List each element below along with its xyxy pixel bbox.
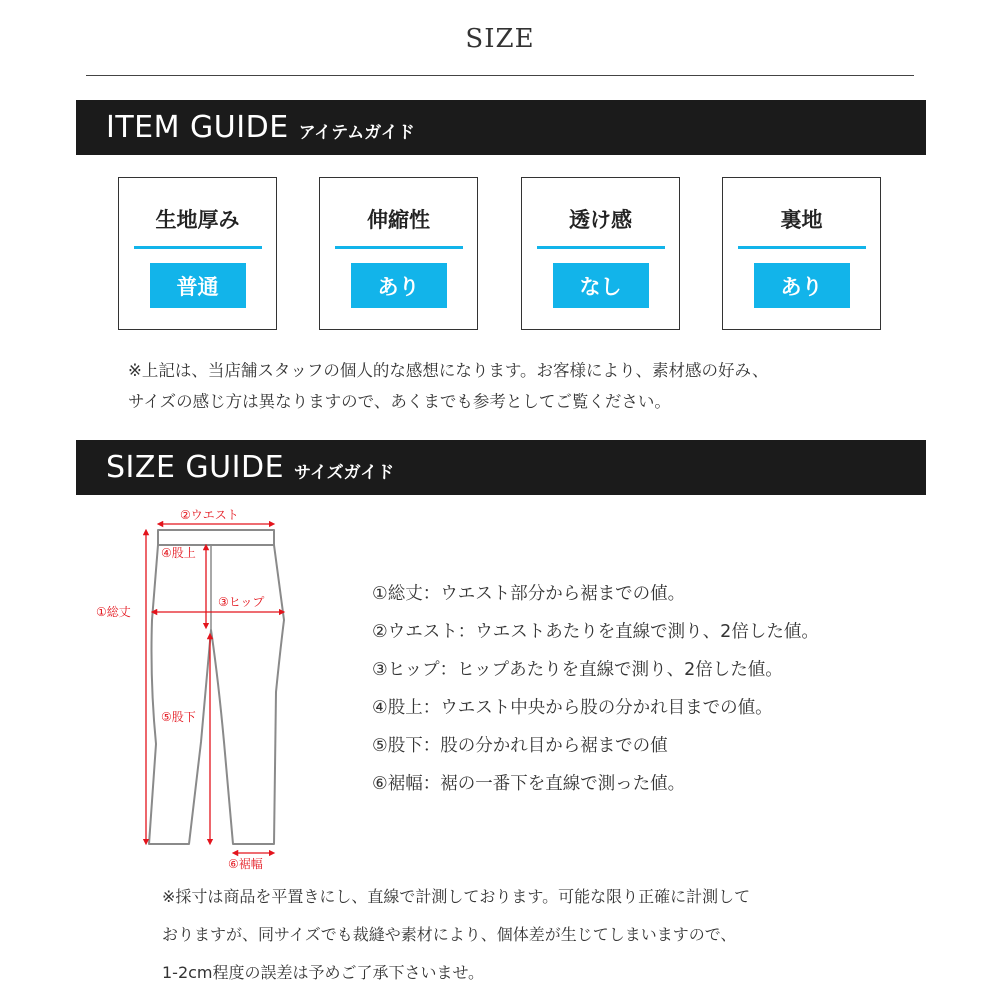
measurement-definitions [372,578,819,806]
pants-outline [149,530,284,844]
definition-item: ④股上：ウエスト中央から股の分かれ目までの値。 [372,698,773,718]
hem-label: ⑥裾幅 [228,857,263,871]
card-value-badge: あり [351,263,447,308]
size-guide-note [162,878,750,992]
note-line: おりますが、同サイズでも裁縫や素材により、個体差が生じてしまいますので、 [162,925,737,944]
item-guide-note [128,355,769,417]
pants-measurement-diagram [90,502,300,880]
note-line: 1-2cm程度の誤差は予めご了承下さいませ。 [162,963,485,982]
item-card-stretch [319,177,478,330]
title-divider [86,75,914,76]
size-guide-title-jp: サイズガイド [294,463,395,483]
definition-item: ②ウエスト：ウエストあたりを直線で測り、2倍した値。 [372,622,819,642]
card-label: 透け感 [569,208,632,232]
inseam-label: ⑤股下 [161,710,196,724]
definition-item: ⑥裾幅：裾の一番下を直線で測った値。 [372,774,686,794]
note-line: ※上記は、当店舗スタッフの個人的な感想になります。お客様により、素材感の好み、 [128,361,769,380]
item-card-sheerness [521,177,680,330]
card-rule [134,246,262,249]
item-card-fabric-thickness [118,177,277,330]
page-title: SIZE [465,24,535,54]
definition-item: ①総丈：ウエスト部分から裾までの値。 [372,584,686,604]
card-label: 生地厚み [155,208,240,232]
waist-label: ②ウエスト [180,508,239,522]
card-label: 裏地 [780,208,823,232]
definition-item: ⑤股下：股の分かれ目から裾までの値 [372,736,668,756]
card-label: 伸縮性 [367,208,430,232]
card-value-badge: なし [553,263,649,308]
card-value-badge: あり [754,263,850,308]
definition-item: ③ヒップ：ヒップあたりを直線で測り、2倍した値。 [372,660,783,680]
length-label: ①総丈 [96,605,131,619]
card-value-badge: 普通 [150,263,246,308]
card-rule [738,246,866,249]
item-card-lining [722,177,881,330]
item-guide-title-en: ITEM GUIDE [106,110,289,145]
rise-label: ④股上 [161,546,196,560]
size-guide-title-en: SIZE GUIDE [106,450,285,485]
item-guide-title-jp: アイテムガイド [298,123,415,143]
note-line: ※採寸は商品を平置きにし、直線で計測しております。可能な限り正確に計測して [162,887,751,906]
item-guide-header [76,100,926,155]
size-guide-header [76,440,926,495]
hip-label: ③ヒップ [218,595,265,609]
card-rule [537,246,665,249]
note-line: サイズの感じ方は異なりますので、あくまでも参考としてご覧ください。 [128,392,671,411]
card-rule [335,246,463,249]
